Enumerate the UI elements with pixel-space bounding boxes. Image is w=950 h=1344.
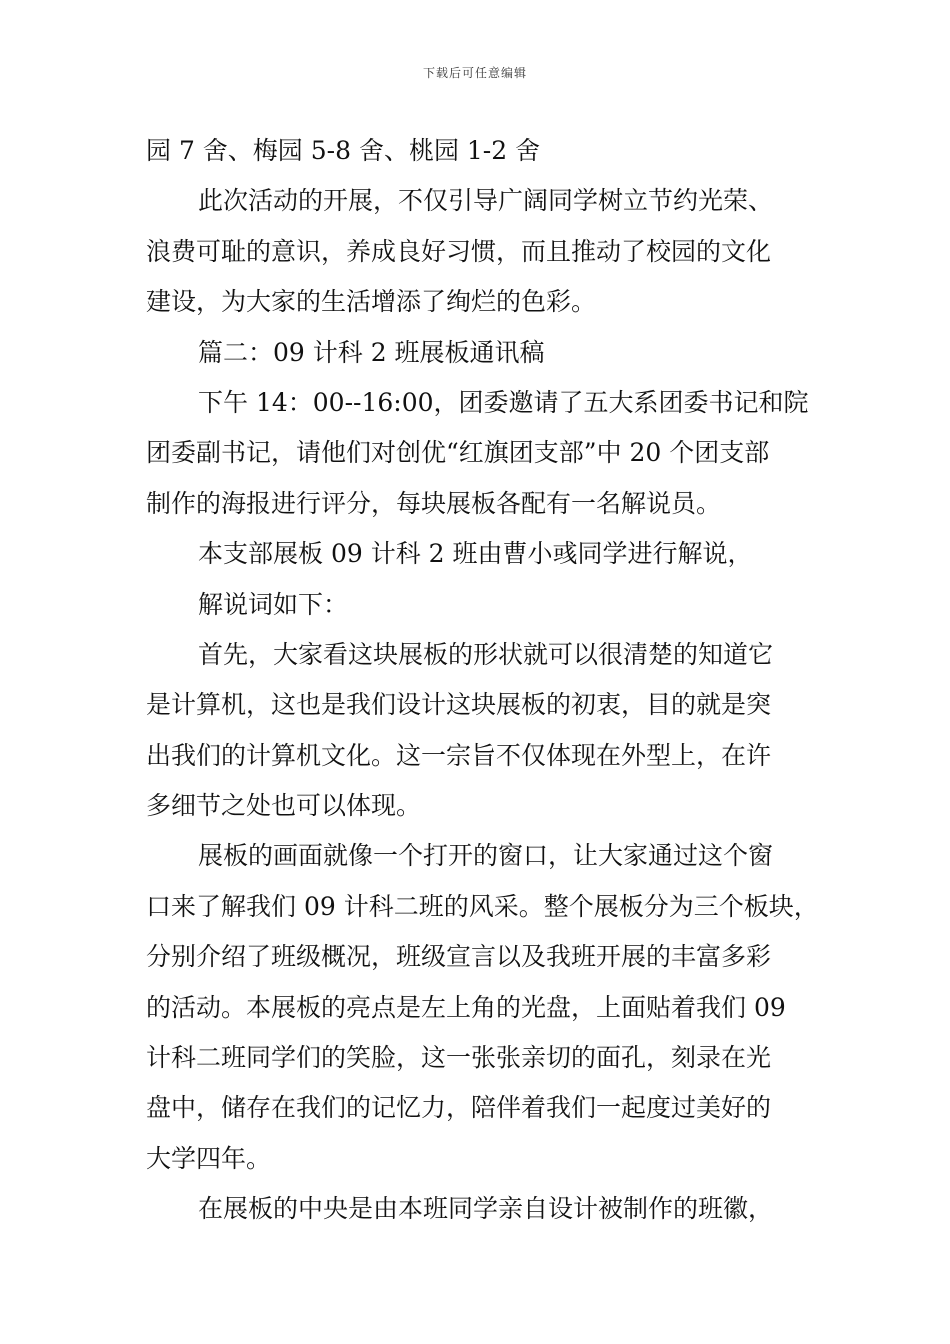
text-line: 本支部展板 09 计科 2 班由曹小彧同学进行解说， <box>198 539 753 569</box>
text-line: 是计算机，这也是我们设计这块展板的初衷，目的就是突 <box>146 690 772 720</box>
text-line: 园 7 舍、梅园 5-8 舍、桃园 1-2 舍 <box>146 136 541 165</box>
text-line: 大学四年。 <box>146 1143 272 1173</box>
text-line: 展板的画面就像一个打开的窗口，让大家通过这个窗 <box>198 841 774 871</box>
text-line: 计科二班同学们的笑脸，这一张张亲切的面孔，刻录在光 <box>146 1043 772 1073</box>
text-line: 多细节之处也可以体现。 <box>146 791 422 821</box>
text-line: 口来了解我们 09 计科二班的风采。整个展板分为三个板块， <box>146 891 819 921</box>
text-line: 浪费可耻的意识，养成良好习惯，而且推动了校园的文化 <box>146 236 772 266</box>
text-line: 首先，大家看这块展板的形状就可以很清楚的知道它 <box>198 639 774 669</box>
text-line: 制作的海报进行评分，每块展板各配有一名解说员。 <box>146 488 722 518</box>
text-line: 的活动。本展板的亮点是左上角的光盘，上面贴着我们 09 <box>146 992 786 1022</box>
text-line: 盘中，储存在我们的记忆力，陪伴着我们一起度过美好的 <box>146 1093 772 1123</box>
text-line: 建设，为大家的生活增添了绚烂的色彩。 <box>146 287 597 317</box>
text-line: 在展板的中央是由本班同学亲自设计被制作的班徽， <box>198 1194 774 1224</box>
text-line: 解说词如下： <box>198 589 349 619</box>
text-line: 下午 14：00--16:00，团委邀请了五大系团委书记和院 <box>198 387 809 417</box>
text-line: 团委副书记，请他们对创优“红旗团支部”中 20 个团支部 <box>146 438 770 468</box>
document-body <box>146 126 819 1235</box>
text-line: 出我们的计算机文化。这一宗旨不仅体现在外型上，在许 <box>146 740 772 770</box>
page-header: 下载后可任意编辑 <box>422 66 527 80</box>
text-line: 分别介绍了班级概况，班级宣言以及我班开展的丰富多彩 <box>146 942 772 972</box>
text-line: 此次活动的开展，不仅引导广阔同学树立节约光荣、 <box>198 186 774 216</box>
section-title: 篇二：09 计科 2 班展板通讯稿 <box>198 337 545 367</box>
